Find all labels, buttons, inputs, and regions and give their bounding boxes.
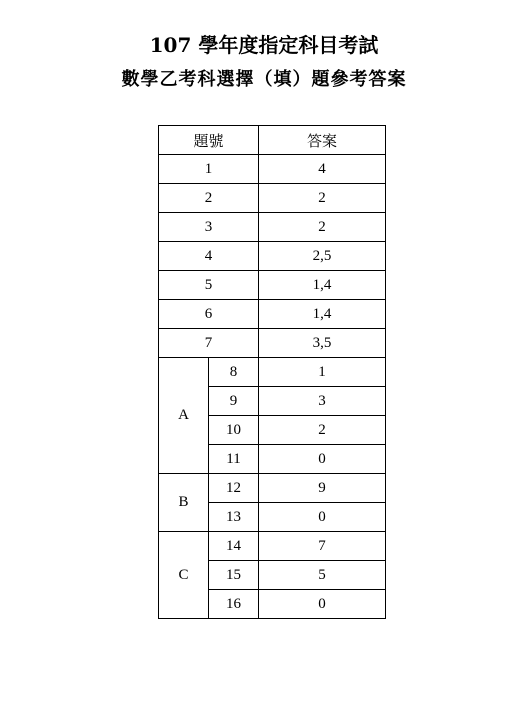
header-row [159,126,386,155]
question-number: 5 [159,271,259,300]
answer-value: 9 [259,474,386,503]
question-number: 7 [159,329,259,358]
table-row [159,271,386,300]
question-number: 2 [159,184,259,213]
table-row [159,155,386,184]
question-number: 10 [209,416,259,445]
answer-value: 5 [259,561,386,590]
answer-value: 2 [259,416,386,445]
table-row [159,532,386,561]
question-number: 8 [209,358,259,387]
question-number: 13 [209,503,259,532]
table-row [159,474,386,503]
answer-value: 2 [259,184,386,213]
question-number: 12 [209,474,259,503]
question-number: 11 [209,445,259,474]
question-number: 16 [209,590,259,619]
question-number: 4 [159,242,259,271]
table-row [159,358,386,387]
answer-value: 0 [259,590,386,619]
group-label: A [159,358,209,474]
answer-value: 1,4 [259,271,386,300]
document-title: 107 學年度指定科目考試 [149,33,379,57]
question-number: 3 [159,213,259,242]
answer-value: 4 [259,155,386,184]
document-subtitle: 數學乙考科選擇（填）題參考答案 [121,69,407,90]
table-row [159,213,386,242]
table-row [159,329,386,358]
answer-value: 3,5 [259,329,386,358]
answer-value: 2,5 [259,242,386,271]
table-row [159,300,386,329]
question-number: 15 [209,561,259,590]
question-number: 14 [209,532,259,561]
question-number: 9 [209,387,259,416]
table-row [159,184,386,213]
answer-value: 1 [259,358,386,387]
question-number: 1 [159,155,259,184]
group-label: B [159,474,209,532]
answer-value: 0 [259,445,386,474]
table-row [159,242,386,271]
answer-table-body [159,126,386,619]
answer-value: 7 [259,532,386,561]
header-answer: 答案 [259,126,386,155]
answer-value: 1,4 [259,300,386,329]
answer-value: 2 [259,213,386,242]
header-question: 題號 [159,126,259,155]
answer-value: 3 [259,387,386,416]
answer-table [158,125,386,619]
group-label: C [159,532,209,619]
question-number: 6 [159,300,259,329]
answer-value: 0 [259,503,386,532]
